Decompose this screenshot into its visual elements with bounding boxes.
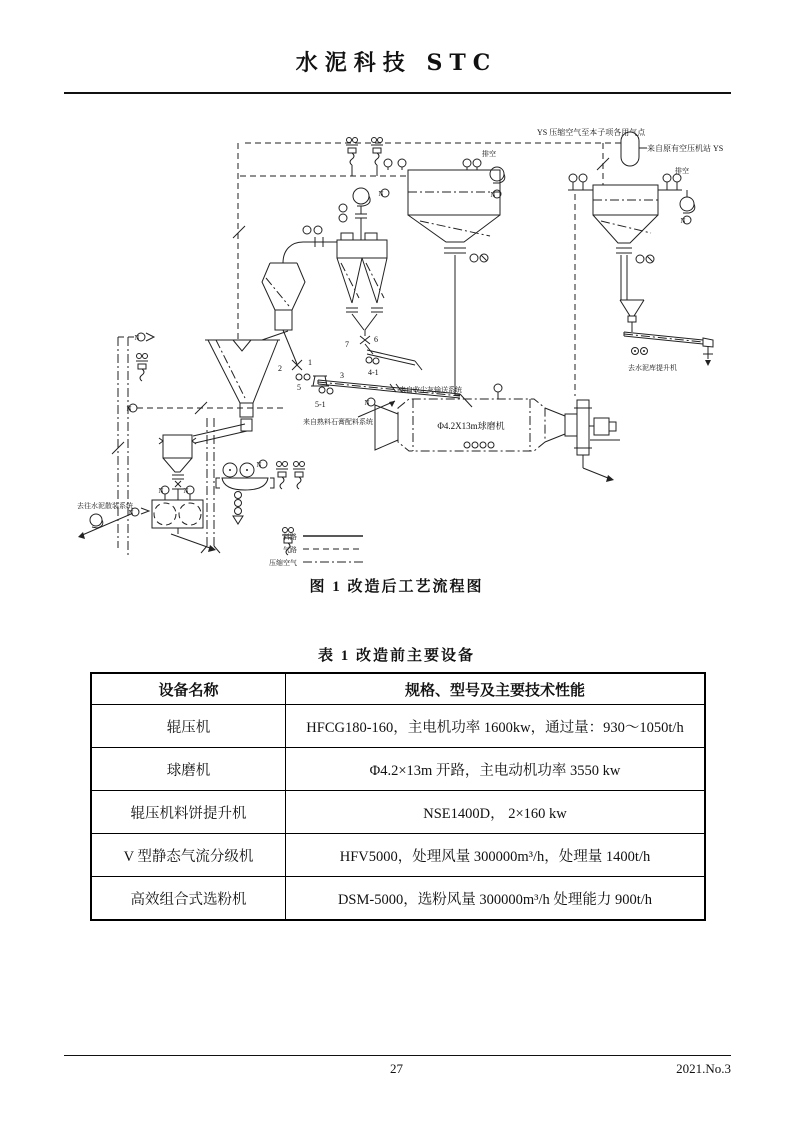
silo-air-slide <box>620 300 713 366</box>
legend-air-label: 压缩空气 <box>269 559 297 567</box>
table-header-row <box>91 673 705 705</box>
table-row <box>91 877 705 921</box>
svg-text:N: N <box>364 399 370 407</box>
table-cell: V 型静态气流分级机 <box>91 834 286 877</box>
legend-material-label: 料路 <box>283 533 297 541</box>
table-header-cell: 规格、型号及主要技术性能 <box>286 673 706 705</box>
svg-text:N: N <box>126 405 132 413</box>
svg-text:N: N <box>490 191 496 199</box>
to-bulk-label: 去往水泥散装系统 <box>77 502 133 510</box>
equipment-table <box>90 672 706 921</box>
issue-label: 2021.No.3 <box>676 1061 731 1076</box>
vent-label-center: 排空 <box>482 150 496 158</box>
from-clinker-label: 来自熟料石膏配料系统 <box>303 418 373 426</box>
table-row <box>91 834 705 877</box>
table-cell: 辊压机 <box>91 705 286 748</box>
roller-press <box>152 486 216 552</box>
twin-cyclones <box>337 233 387 354</box>
num-7: 7 <box>345 340 349 349</box>
num-6: 6 <box>374 335 378 344</box>
blower-unit <box>216 460 274 524</box>
cyclone-fan <box>339 188 389 240</box>
vent-label-right: 排空 <box>675 167 689 175</box>
bulk-loading-fan <box>78 508 149 539</box>
diagram-legend <box>269 532 363 567</box>
vent-assembly-1 <box>276 462 288 490</box>
num-2: 2 <box>278 364 282 373</box>
num-4-1: 4-1 <box>368 368 379 377</box>
svg-text:N: N <box>158 487 164 495</box>
header-rule <box>64 92 731 94</box>
process-flow-diagram <box>75 118 765 578</box>
table-cell: NSE1400D， 2×160 kw <box>286 791 706 834</box>
table-cell: HFV5000，处理风量 300000m³/h，处理量 1400t/h <box>286 834 706 877</box>
right-bag-filter <box>568 174 682 300</box>
left-air-drops <box>112 333 285 555</box>
table-cell: 球磨机 <box>91 748 286 791</box>
table-row <box>91 748 705 791</box>
weigh-hopper <box>159 435 196 500</box>
table-row <box>91 791 705 834</box>
svg-text:N: N <box>256 461 262 469</box>
svg-text:N: N <box>134 334 140 342</box>
svg-text:N: N <box>128 509 134 517</box>
num-1: 1 <box>308 358 312 367</box>
from-dust-label: 来自收尘灰输送系统 <box>399 386 462 394</box>
center-vent-fan <box>490 167 505 199</box>
page-number: 27 <box>390 1061 403 1076</box>
num-3: 3 <box>340 371 344 380</box>
ball-mill <box>364 384 620 482</box>
air-slide-4-1 <box>366 350 422 370</box>
journal-title: 水泥科技 STC <box>295 50 498 76</box>
vent-assembly-2 <box>293 462 305 490</box>
table-cell: 高效组合式选粉机 <box>91 877 286 921</box>
footer-rule <box>64 1055 731 1056</box>
from-air-station-label: 来自原有空压机站 YS <box>647 144 724 153</box>
table-cell: HFCG180-160，主电机功率 1600kw，通过量：930～1050t/h <box>286 705 706 748</box>
v-separator <box>262 226 337 386</box>
table-row <box>91 705 705 748</box>
process-flow-figure <box>75 118 765 578</box>
right-vent-fan <box>680 190 695 225</box>
svg-text:N: N <box>378 190 384 198</box>
to-elevator-label: 去水泥库提升机 <box>628 364 677 372</box>
compressed-air-label: YS 压缩空气至本子项各用气点 <box>537 128 646 137</box>
legend-gas-label: 气路 <box>283 546 297 554</box>
table-cell: 辊压机料饼提升机 <box>91 791 286 834</box>
table-title: 表 1 改造前主要设备 <box>317 648 475 664</box>
svg-text:N: N <box>183 487 189 495</box>
table-header-cell: 设备名称 <box>91 673 286 705</box>
center-bag-filter <box>384 159 500 395</box>
num-5: 5 <box>297 383 301 392</box>
table-cell: Φ4.2×13m 开路，主电动机功率 3550 kw <box>286 748 706 791</box>
air-receiver-tank <box>621 132 647 166</box>
figure-caption: 图 1 改造后工艺流程图 <box>309 579 484 595</box>
ball-mill-label: Φ4.2X13m球磨机 <box>437 421 505 431</box>
svg-text:N: N <box>680 217 686 225</box>
table-cell: DSM-5000，选粉风量 300000m³/h 处理能力 900t/h <box>286 877 706 921</box>
num-5-1: 5-1 <box>315 400 326 409</box>
